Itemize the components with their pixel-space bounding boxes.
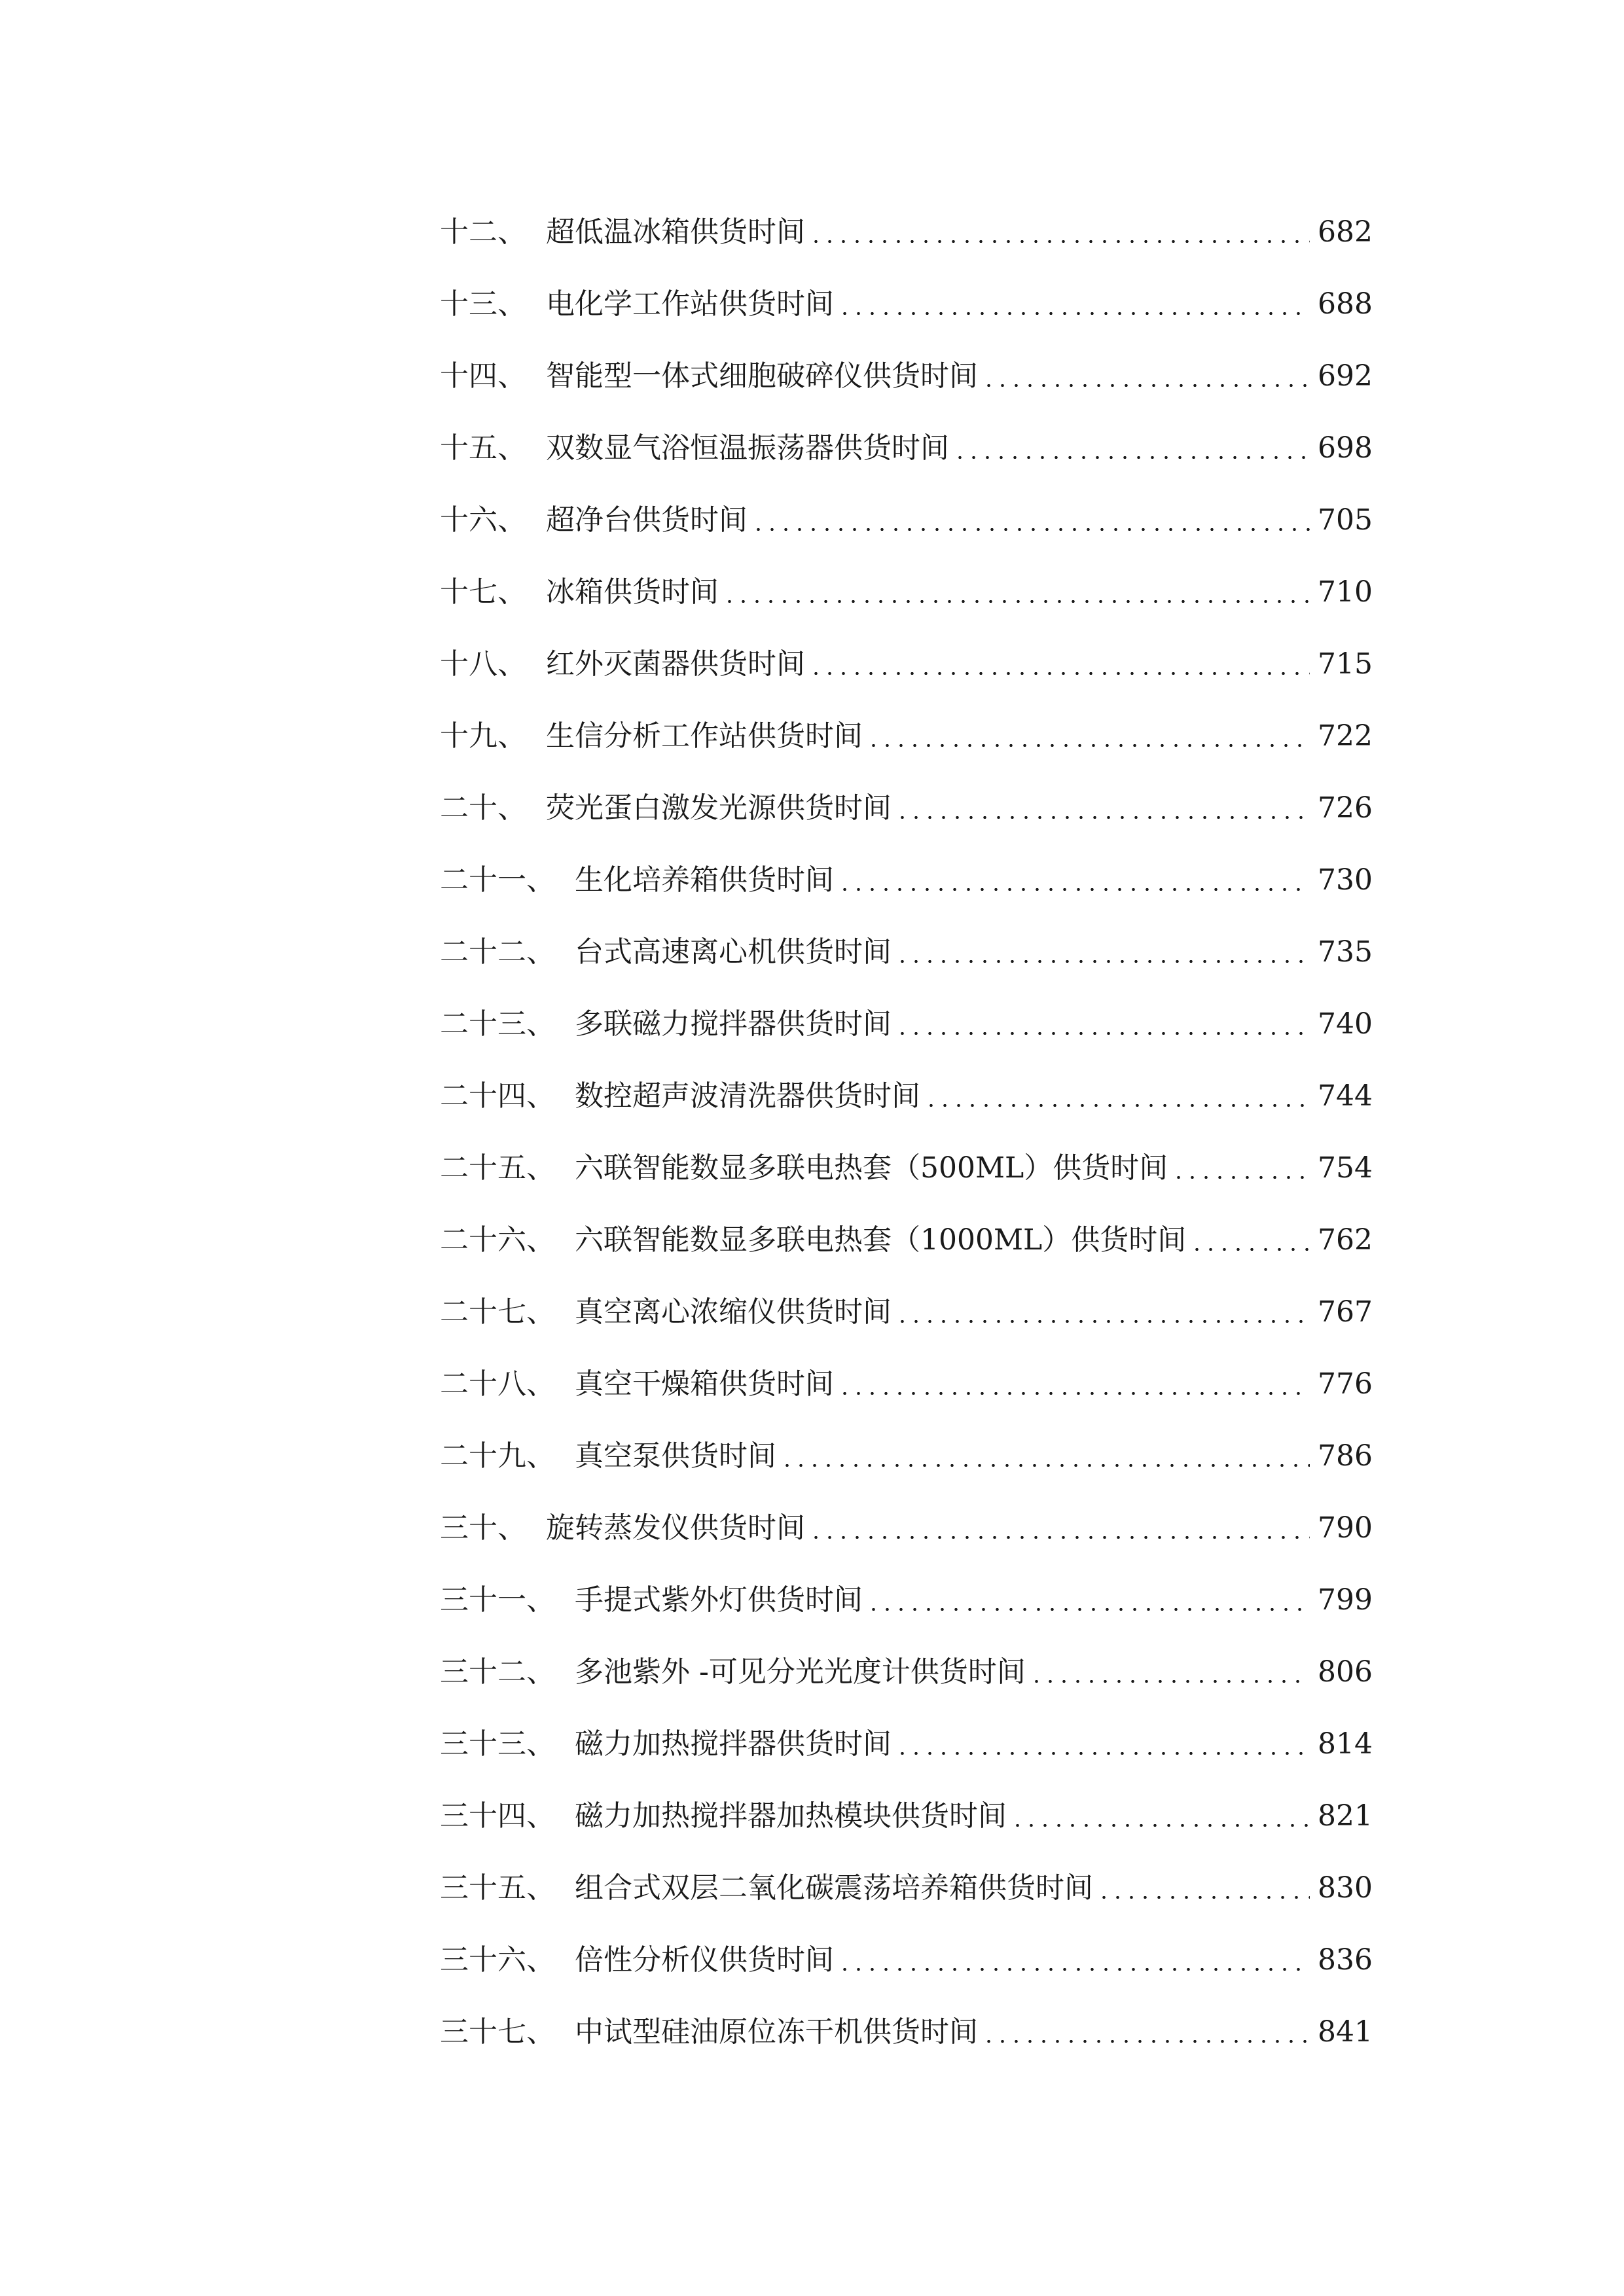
toc-entry-page: 692 [1318, 359, 1373, 393]
toc-entry-number: 三十、 [440, 1511, 526, 1545]
toc-entry-title: 生化培养箱供货时间 [575, 863, 834, 897]
toc-entry[interactable] [440, 1924, 1373, 1996]
toc-entry-number: 二十一、 [440, 863, 555, 897]
toc-entry-number: 二十六、 [440, 1223, 555, 1257]
toc-entry[interactable] [440, 1852, 1373, 1924]
toc-dot-leader [982, 362, 1310, 391]
toc-entry-title: 红外灭菌器供货时间 [546, 647, 805, 681]
toc-entry-title: 真空泵供货时间 [575, 1439, 776, 1473]
toc-entry-page: 814 [1318, 1727, 1373, 1761]
toc-entry-title: 六联智能数显多联电热套（500ML）供货时间 [575, 1151, 1168, 1185]
toc-dot-leader [1190, 1226, 1310, 1255]
toc-entry-page: 836 [1318, 1943, 1373, 1977]
toc-entry-title: 智能型一体式细胞破碎仪供货时间 [546, 359, 978, 393]
toc-dot-leader [809, 650, 1310, 679]
toc-entry-title: 真空干燥箱供货时间 [575, 1367, 834, 1401]
toc-entry-page: 688 [1318, 287, 1373, 321]
toc-entry-page: 762 [1318, 1223, 1373, 1257]
toc-entry[interactable] [440, 268, 1373, 340]
toc-entry-number: 十二、 [440, 215, 526, 249]
toc-entry[interactable] [440, 1708, 1373, 1780]
toc-entry-number: 二十八、 [440, 1367, 555, 1401]
toc-dot-leader [1097, 1874, 1310, 1903]
toc-entry[interactable] [440, 1276, 1373, 1348]
toc-entry[interactable] [440, 844, 1373, 916]
toc-entry-title: 电化学工作站供货时间 [546, 287, 834, 321]
toc-entry[interactable] [440, 340, 1373, 412]
toc-entry-title: 超净台供货时间 [546, 503, 748, 537]
toc-entry[interactable] [440, 988, 1373, 1060]
toc-entry-title: 旋转蒸发仪供货时间 [546, 1511, 805, 1545]
toc-entry-title: 荧光蛋白激发光源供货时间 [546, 791, 892, 825]
toc-entry[interactable] [440, 700, 1373, 772]
toc-entry-page: 806 [1318, 1655, 1373, 1689]
toc-entry-page: 799 [1318, 1583, 1373, 1617]
toc-entry-title: 六联智能数显多联电热套（1000ML）供货时间 [575, 1223, 1187, 1257]
toc-dot-leader [924, 1082, 1310, 1111]
toc-entry-page: 735 [1318, 935, 1373, 969]
toc-entry-title: 多池紫外 -可见分光光度计供货时间 [575, 1655, 1026, 1689]
toc-dot-leader [1172, 1154, 1310, 1183]
toc-entry-title: 中试型硅油原位冻干机供货时间 [575, 2015, 978, 2049]
toc-entry[interactable] [440, 1132, 1373, 1204]
toc-entry[interactable] [440, 772, 1373, 844]
toc-dot-leader [982, 2018, 1310, 2047]
toc-entry-number: 十九、 [440, 719, 526, 753]
toc-entry-page: 726 [1318, 791, 1373, 825]
toc-entry[interactable] [440, 1348, 1373, 1420]
toc-entry-number: 三十五、 [440, 1871, 555, 1905]
toc-dot-leader [780, 1442, 1310, 1471]
toc-entry-number: 三十七、 [440, 2015, 555, 2049]
toc-entry-title: 磁力加热搅拌器供货时间 [575, 1727, 892, 1761]
toc-entry-number: 二十五、 [440, 1151, 555, 1185]
toc-entry[interactable] [440, 1996, 1373, 2068]
toc-entry-page: 790 [1318, 1511, 1373, 1545]
toc-entry[interactable] [440, 1636, 1373, 1708]
toc-entry[interactable] [440, 1780, 1373, 1852]
toc-entry[interactable] [440, 1420, 1373, 1492]
toc-entry-number: 三十四、 [440, 1799, 555, 1833]
toc-entry-number: 二十二、 [440, 935, 555, 969]
toc-entry-page: 767 [1318, 1295, 1373, 1329]
toc-entry-page: 715 [1318, 647, 1373, 681]
toc-dot-leader [895, 794, 1310, 823]
toc-entry-title: 数控超声波清洗器供货时间 [575, 1079, 920, 1113]
toc-dot-leader [867, 722, 1310, 751]
toc-entry[interactable] [440, 412, 1373, 484]
toc-entry-page: 830 [1318, 1871, 1373, 1905]
toc-dot-leader [838, 866, 1310, 895]
toc-entry-title: 双数显气浴恒温振荡器供货时间 [546, 431, 949, 465]
toc-entry-title: 磁力加热搅拌器加热模块供货时间 [575, 1799, 1007, 1833]
toc-dot-leader [838, 1370, 1310, 1399]
toc-dot-leader [895, 1298, 1310, 1327]
toc-dot-leader [751, 506, 1310, 535]
toc-entry[interactable] [440, 1492, 1373, 1564]
toc-entry-number: 二十七、 [440, 1295, 555, 1329]
toc-dot-leader [953, 434, 1310, 463]
toc-entry-number: 十七、 [440, 575, 526, 609]
toc-entry-page: 740 [1318, 1007, 1373, 1041]
toc-entry-number: 十八、 [440, 647, 526, 681]
toc-dot-leader [1011, 1802, 1310, 1831]
toc-entry-number: 十四、 [440, 359, 526, 393]
toc-entry-page: 786 [1318, 1439, 1373, 1473]
toc-entry-number: 二十三、 [440, 1007, 555, 1041]
toc-entry-number: 二十九、 [440, 1439, 555, 1473]
toc-dot-leader [1030, 1658, 1310, 1687]
toc-dot-leader [723, 578, 1310, 607]
toc-entry-number: 十六、 [440, 503, 526, 537]
toc-dot-leader [809, 1514, 1310, 1543]
toc-entry-title: 倍性分析仪供货时间 [575, 1943, 834, 1977]
toc-entry-title: 组合式双层二氧化碳震荡培养箱供货时间 [575, 1871, 1093, 1905]
toc-entry[interactable] [440, 628, 1373, 700]
toc-entry[interactable] [440, 1564, 1373, 1636]
toc-entry-page: 841 [1318, 2015, 1373, 2049]
toc-entry-page: 744 [1318, 1079, 1373, 1113]
toc-entry-number: 三十一、 [440, 1583, 555, 1617]
toc-entry-title: 手提式紫外灯供货时间 [575, 1583, 863, 1617]
toc-entry-title: 多联磁力搅拌器供货时间 [575, 1007, 892, 1041]
toc-entry-title: 冰箱供货时间 [546, 575, 719, 609]
toc-entry-title: 生信分析工作站供货时间 [546, 719, 863, 753]
toc-dot-leader [895, 1730, 1310, 1759]
toc-entry[interactable] [440, 196, 1373, 268]
toc-entry-number: 十三、 [440, 287, 526, 321]
toc-entry-title: 超低温冰箱供货时间 [546, 215, 805, 249]
toc-entry-page: 730 [1318, 863, 1373, 897]
toc-entry-number: 三十二、 [440, 1655, 555, 1689]
toc-entry-title: 真空离心浓缩仪供货时间 [575, 1295, 892, 1329]
toc-entry-page: 705 [1318, 503, 1373, 537]
toc-entry[interactable] [440, 484, 1373, 556]
toc-dot-leader [809, 218, 1310, 247]
toc-dot-leader [895, 1010, 1310, 1039]
toc-entry[interactable] [440, 1204, 1373, 1276]
toc-entry-page: 776 [1318, 1367, 1373, 1401]
toc-entry-title: 台式高速离心机供货时间 [575, 935, 892, 969]
toc-entry-page: 722 [1318, 719, 1373, 753]
table-of-contents [440, 196, 1373, 2068]
toc-entry[interactable] [440, 916, 1373, 988]
toc-entry-number: 十五、 [440, 431, 526, 465]
toc-entry[interactable] [440, 556, 1373, 628]
toc-dot-leader [895, 938, 1310, 967]
toc-dot-leader [838, 1946, 1310, 1975]
toc-entry-page: 698 [1318, 431, 1373, 465]
toc-entry-number: 二十四、 [440, 1079, 555, 1113]
toc-entry-number: 三十三、 [440, 1727, 555, 1761]
toc-entry[interactable] [440, 1060, 1373, 1132]
toc-dot-leader [838, 290, 1310, 319]
toc-entry-number: 二十、 [440, 791, 526, 825]
toc-entry-number: 三十六、 [440, 1943, 555, 1977]
toc-entry-page: 754 [1318, 1151, 1373, 1185]
toc-entry-page: 710 [1318, 575, 1373, 609]
toc-entry-page: 682 [1318, 215, 1373, 249]
toc-dot-leader [867, 1586, 1310, 1615]
toc-entry-page: 821 [1318, 1799, 1373, 1833]
